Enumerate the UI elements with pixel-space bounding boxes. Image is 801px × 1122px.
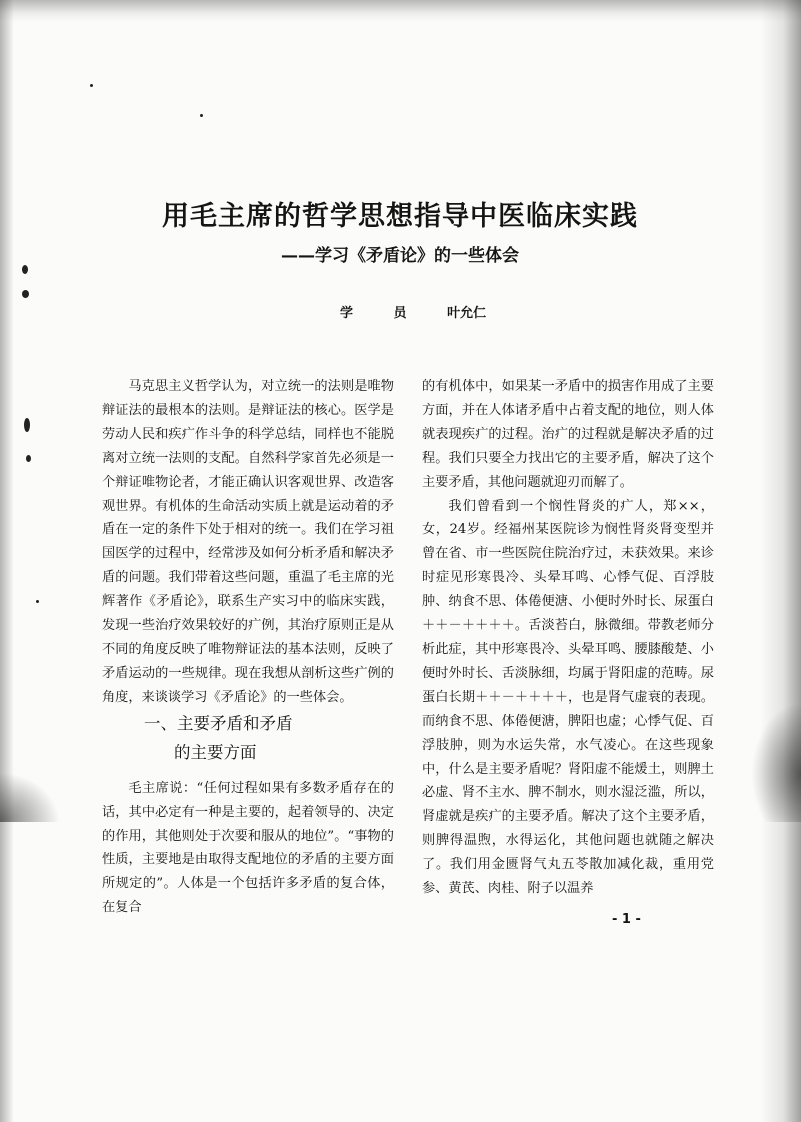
scan-speck	[90, 84, 93, 87]
scan-speck	[22, 290, 29, 298]
quote-paragraph: 毛主席说：“任何过程如果有多数矛盾存在的话，其中必定有一种是主要的，起着领导的、决定的作用，其他则处于次要和服从的地位”。“事物的性质，主要地是由取得支配地位的矛盾的主要方面所规定的”。人体是一个包括许多矛盾的复合体，在复合	[102, 780, 394, 916]
scan-shadow-corner	[751, 702, 801, 822]
right-column	[422, 375, 714, 901]
scan-speck	[24, 418, 30, 432]
section-heading-line2: 的主要方面	[174, 742, 257, 762]
section-heading	[102, 712, 394, 765]
scan-speck	[22, 265, 28, 274]
section-heading-line1: 一、主要矛盾和矛盾	[144, 713, 293, 733]
scan-shadow-corner	[0, 772, 60, 822]
scan-shadow-top	[0, 0, 801, 22]
page-number: - 1 -	[612, 912, 641, 927]
article-subtitle: ——学习《矛盾论》的一些体会	[281, 246, 519, 266]
article-title: 用毛主席的哲学思想指导中医临床实践	[162, 201, 638, 233]
scan-speck	[26, 455, 31, 462]
scan-speck	[200, 114, 203, 117]
author-line	[340, 302, 486, 321]
author-name: 叶允仁	[447, 306, 487, 321]
scan-shadow-right	[761, 0, 801, 1122]
scan-shadow-left	[0, 0, 14, 1122]
continued-paragraph: 的有机体中，如果某一矛盾中的损害作用成了主要方面，并在人体诸矛盾中占着支配的地位，则人体就表现疾疒的过程。治疒的过程就是解决矛盾的过程。我们只要全力找出它的主要矛盾，解决了这个主要矛盾，其他问题就迎刃而解了。	[422, 379, 714, 490]
case-paragraph: 我们曾看到一个悯性肾炎的疒人，郑××，女，24岁。经福州某医院诊为悯性肾炎肾变型并曾在省、市一些医院住院治疗过，未获效果。来诊时症见形寒畏冷、头晕耳鸣、心悸气促、百浮肢肿、纳食不思、体倦便溏、小便时外时长、尿蛋白＋＋－＋＋＋＋。舌淡苔白，脉微细。带教老师分析此症，其中形寒畏冷、头晕耳鸣、腰膝酸楚、小便时外时长、舌淡脉细，均属于肾阳虚的范畴。尿蛋白长期＋＋－＋＋＋＋，也是肾气虚衰的表现。而纳食不思、体倦便溏，脾阳也虚；心悸气促、百浮肢肿，则为水运失常，水气凌心。在这些现象中，什么是主要矛盾呢？肾阳虚不能煖土，则脾土必虚、肾不主水、脾不制水，则水湿泛滥，所以，肾虚就是疾疒的主要矛盾。解决了这个主要矛盾，则脾得温煦，水得运化，其他问题也就随之解决了。我们用金匮肾气丸五苓散加减化裁，重用党参、黄芪、肉桂、附子以温养	[422, 498, 714, 897]
left-column	[102, 375, 394, 920]
author-role: 学 员	[340, 306, 425, 321]
scan-speck	[36, 600, 39, 603]
intro-paragraph: 马克思主义哲学认为，对立统一的法则是唯物辩证法的最根本的法则。是辩证法的核心。医学是劳动人民和疾疒作斗争的科学总结，同样也不能脱离对立统一法则的支配。自然科学家首先必须是一个辩证唯物论者，才能正确认识客观世界、改造客观世界。有机体的生命活动实质上就是运动着的矛盾在一定的条件下处于相对的统一。我们在学习祖国医学的过程中，经常涉及如何分析矛盾和解决矛盾的问题。我们带着这些问题，重温了毛主席的光辉著作《矛盾论》，联系生产实习中的临床实践，发现一些治疗效果较好的疒例，其治疗原则正是从不同的角度反映了唯物辩证法的基本法则，反映了矛盾运动的一些规律。现在我想从剖析这些疒例的角度，来谈谈学习《矛盾论》的一些体会。	[102, 379, 394, 705]
